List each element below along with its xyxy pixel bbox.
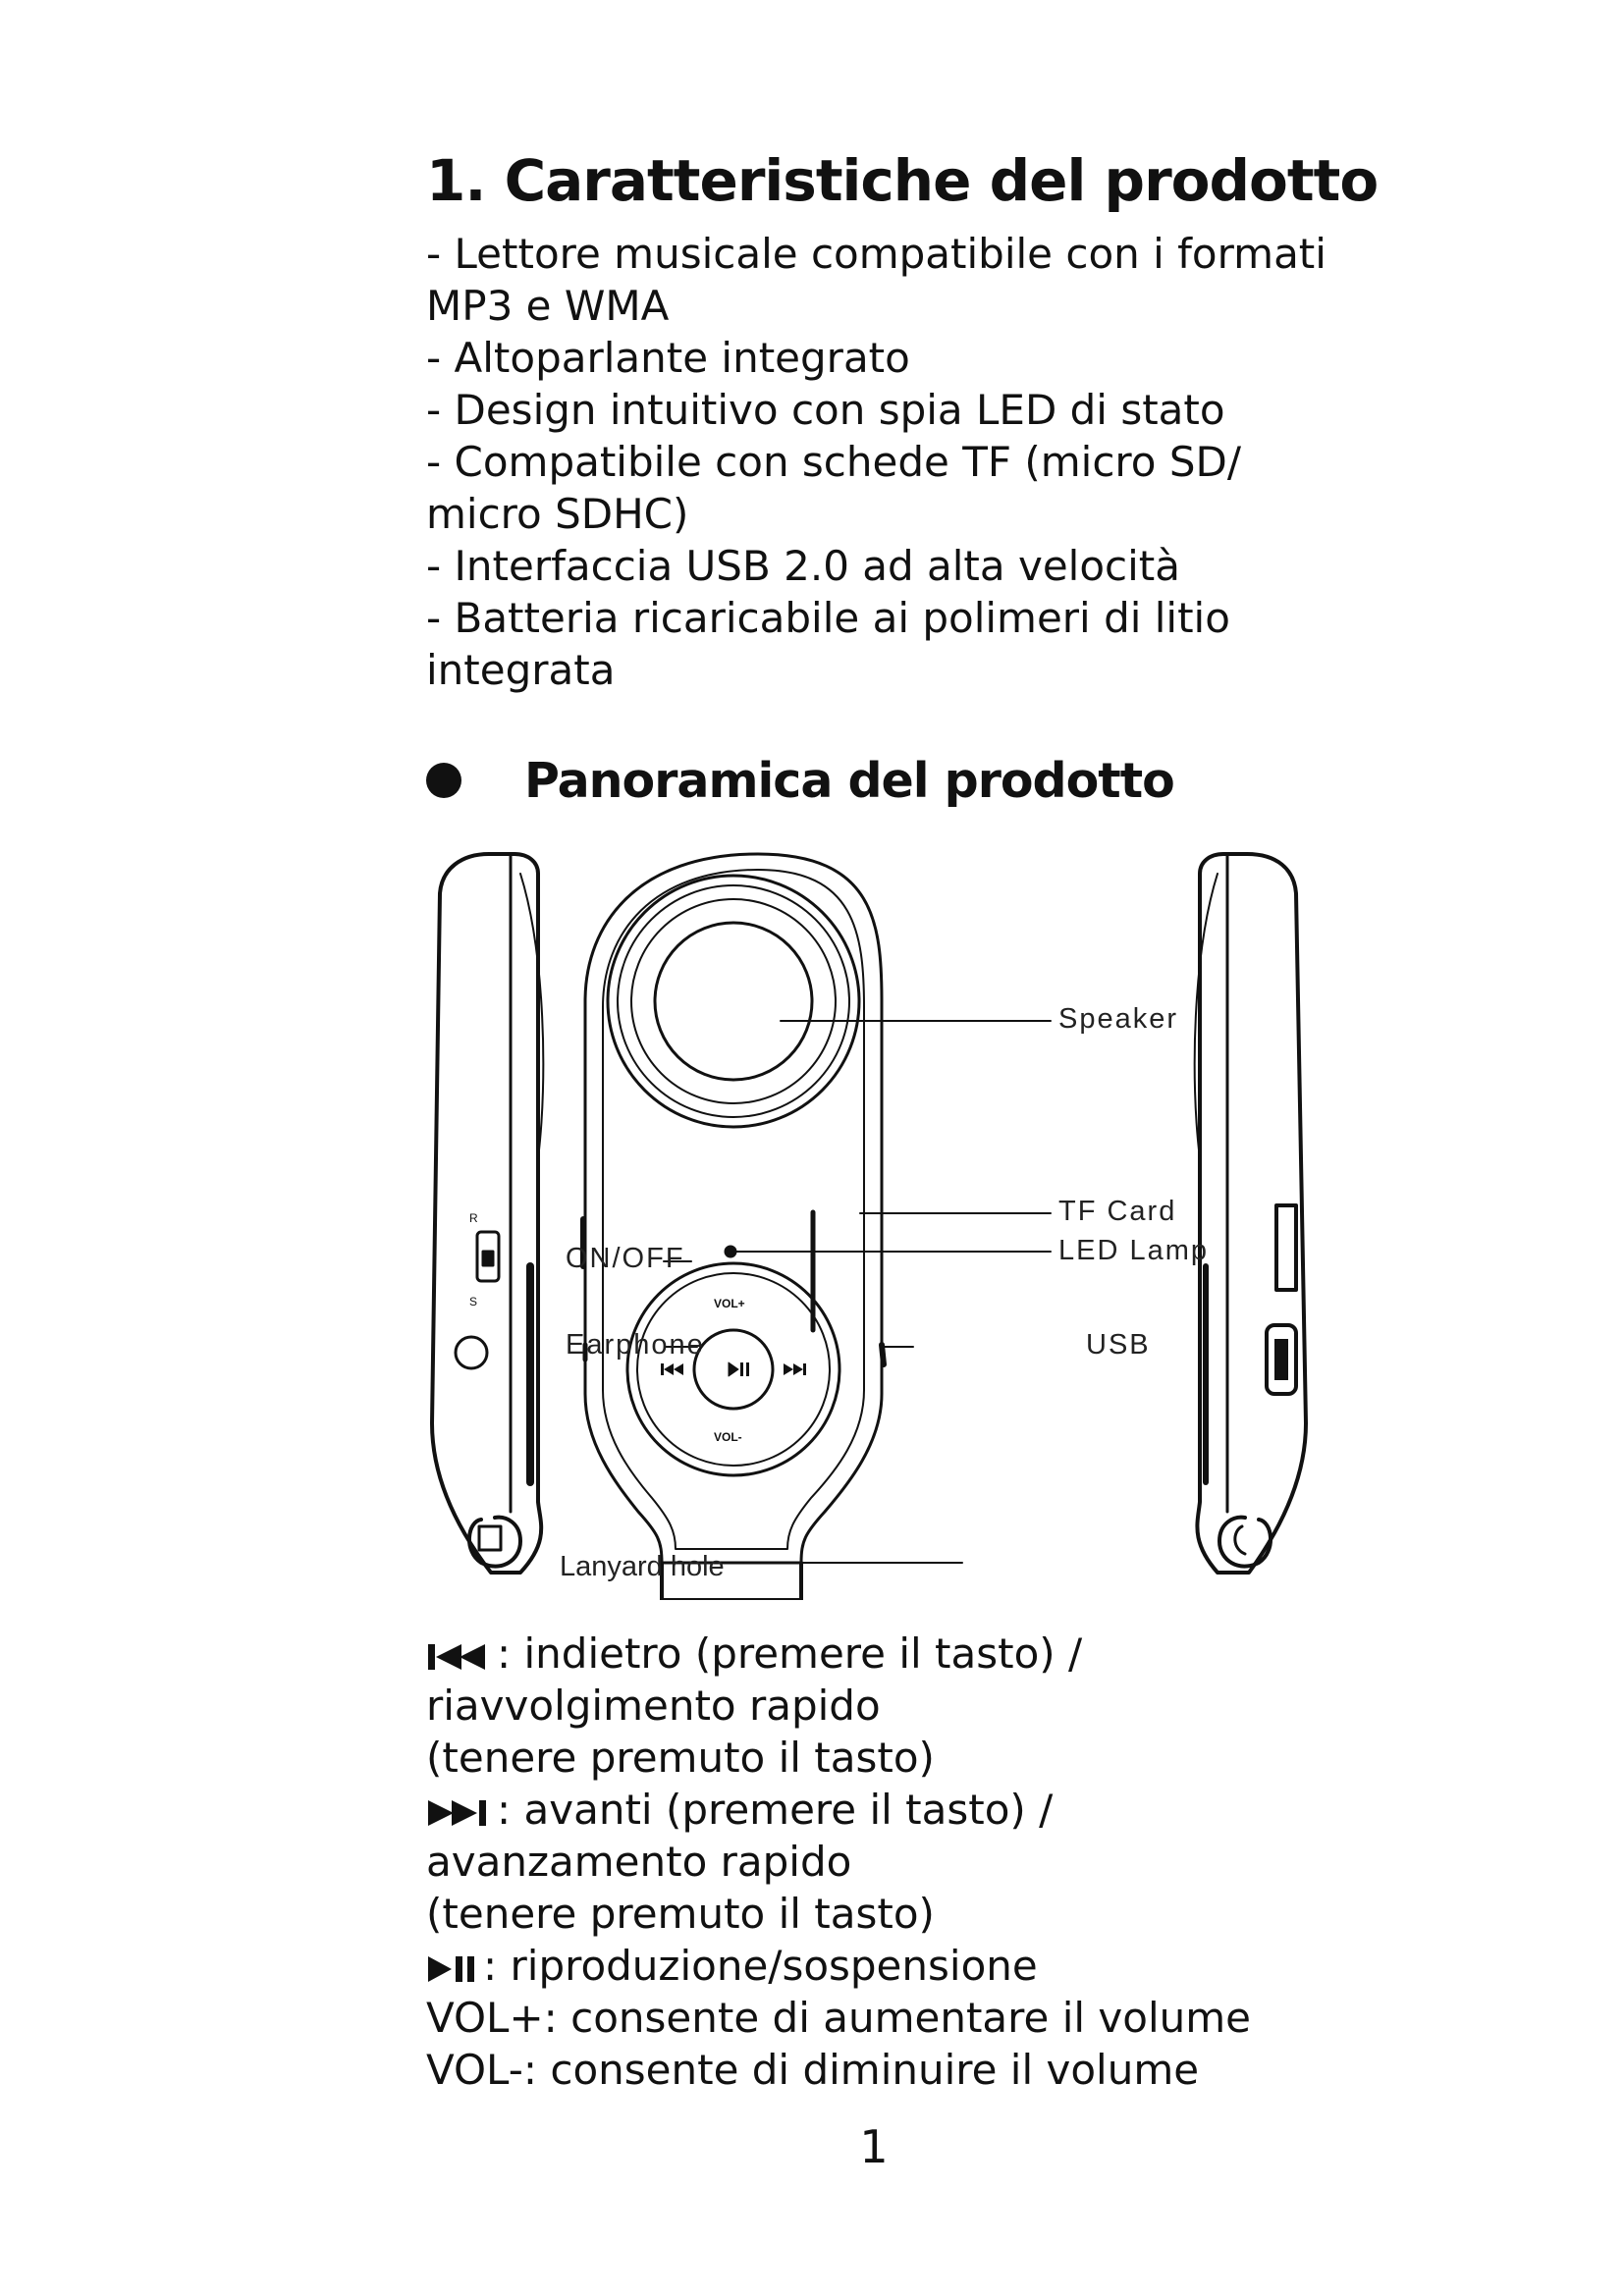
vol-up-description: VOL+: consente di aumentare il volume	[426, 1994, 1251, 2042]
svg-text:VOL-: VOL-	[714, 1430, 742, 1444]
overview-heading	[426, 746, 1174, 815]
led-lamp-label: LED Lamp	[1058, 1235, 1210, 1266]
vol-down-description: VOL-: consente di diminuire il volume	[426, 2046, 1200, 2094]
svg-text:S: S	[469, 1295, 478, 1308]
control-line: riavvolgimento rapido	[426, 1682, 881, 1730]
previous-track-icon	[426, 1640, 495, 1674]
previous-description: : indietro (premere il tasto) /	[497, 1629, 1083, 1678]
feature-line: - Altoparlante integrato	[426, 334, 910, 382]
play-pause-icon	[426, 1952, 481, 1986]
control-line: (tenere premuto il tasto)	[426, 1890, 935, 1938]
next-description: : avanti (premere il tasto) /	[497, 1786, 1054, 1834]
feature-line: - Compatibile con schede TF (micro SD/	[426, 438, 1241, 486]
tf-card-label: TF Card	[1058, 1196, 1177, 1227]
control-line-previous	[426, 1628, 1506, 1680]
feature-line: - Lettore musicale compatibile con i formati	[426, 230, 1326, 278]
feature-line: - Design intuitivo con spia LED di stato	[426, 386, 1225, 434]
controls-description	[426, 1628, 1506, 2096]
svg-text:R: R	[469, 1211, 478, 1225]
svg-text:VOL+: VOL+	[714, 1297, 745, 1310]
page-title: 1. Caratteristiche del prodotto	[426, 147, 1379, 214]
left-side-view	[432, 854, 543, 1573]
feature-list	[426, 228, 1408, 696]
control-line-play	[426, 1940, 1506, 1992]
next-track-icon	[426, 1796, 495, 1830]
front-view	[583, 854, 884, 1600]
usb-label: USB	[1086, 1329, 1151, 1361]
device-illustration	[412, 834, 1375, 1600]
earphone-label: Earphone	[566, 1329, 705, 1361]
feature-line: - Batteria ricaricabile ai polimeri di litio	[426, 594, 1230, 642]
feature-line: integrata	[426, 646, 616, 694]
overview-title: Panoramica del prodotto	[524, 752, 1174, 809]
control-line: (tenere premuto il tasto)	[426, 1734, 935, 1782]
page-number: 1	[859, 2120, 889, 2173]
play-description: : riproduzione/sospensione	[483, 1942, 1038, 1990]
bullet-icon	[426, 763, 461, 798]
feature-line: - Interfaccia USB 2.0 ad alta velocità	[426, 542, 1180, 590]
right-side-view	[1195, 854, 1306, 1573]
product-diagram	[412, 834, 1375, 1600]
speaker-label: Speaker	[1058, 1003, 1179, 1035]
feature-line: micro SDHC)	[426, 490, 689, 538]
on-off-label: ON/OFF	[566, 1243, 685, 1274]
lanyard-hole-label: Lanyard hole	[560, 1551, 725, 1582]
feature-line: MP3 e WMA	[426, 282, 670, 330]
control-line-next	[426, 1784, 1506, 1836]
control-line: avanzamento rapido	[426, 1838, 852, 1886]
